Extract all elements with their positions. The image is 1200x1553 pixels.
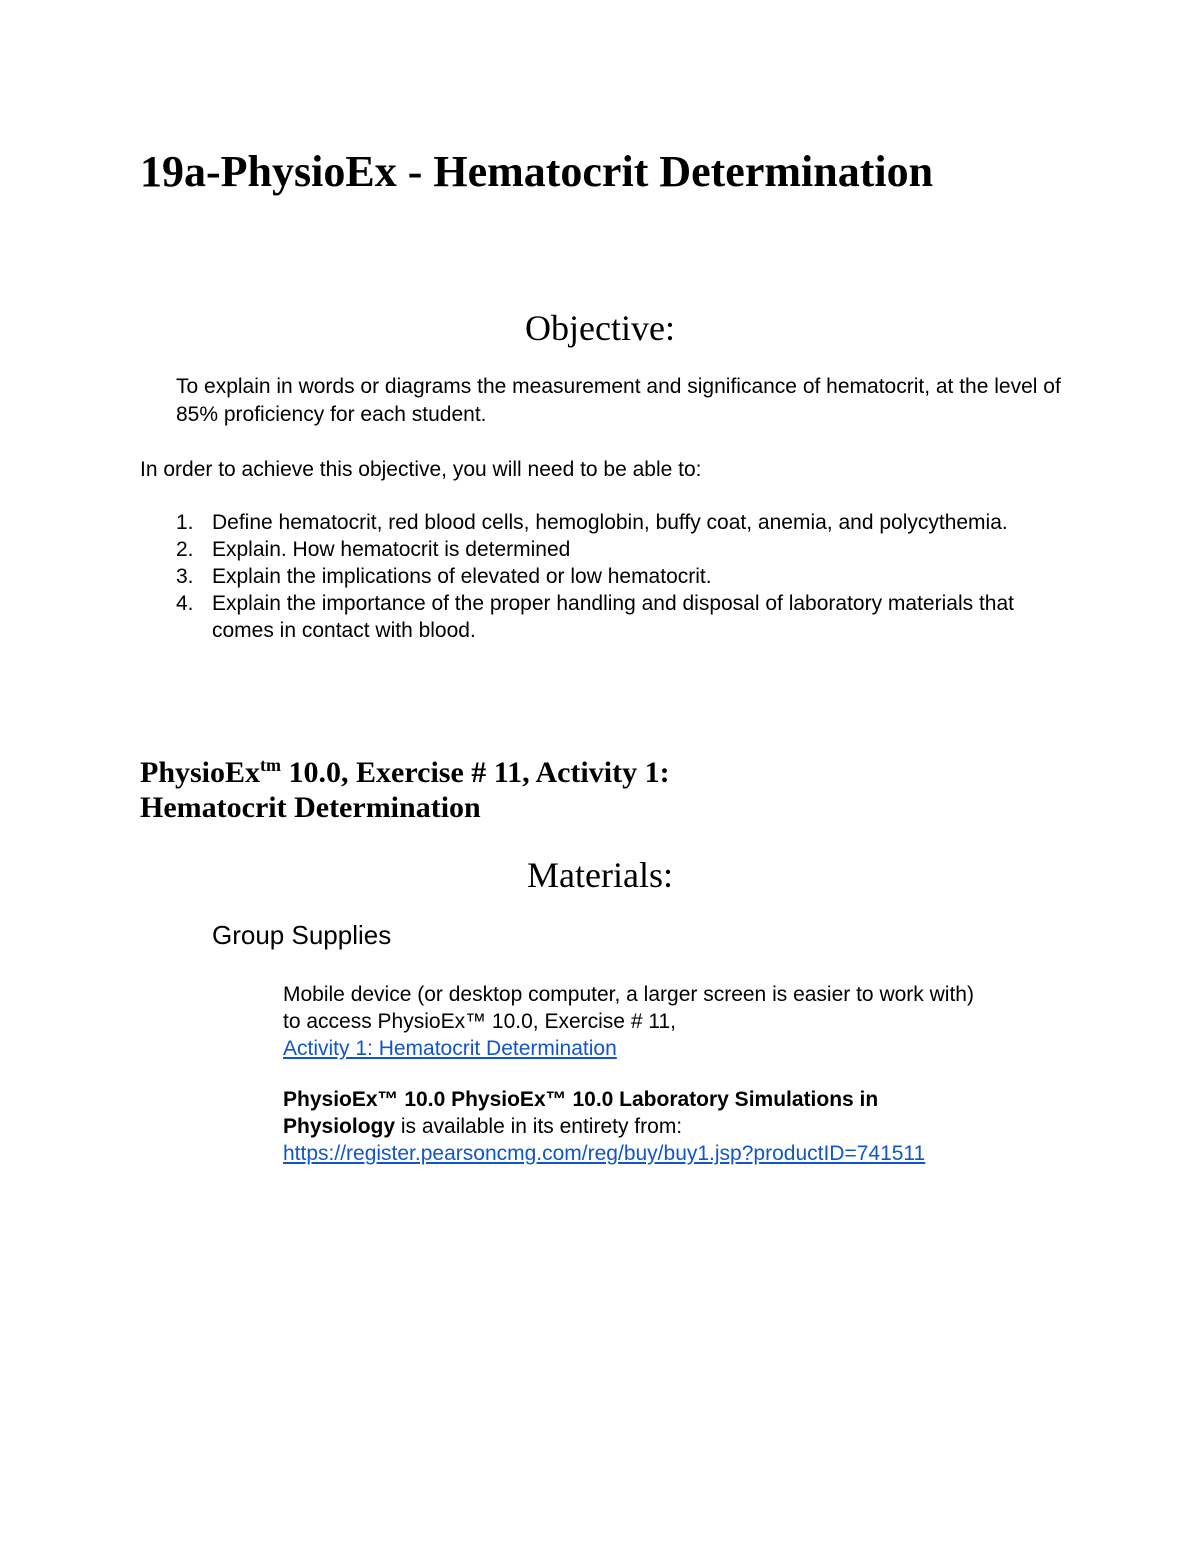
activity-heading-prefix: PhysioEx — [140, 756, 261, 789]
list-item-text: Define hematocrit, red blood cells, hemoglobin, buffy coat, anemia, and polycythemia. — [212, 511, 1008, 534]
list-item-text: Explain. How hematocrit is determined — [212, 538, 571, 561]
purchase-link[interactable]: https://register.pearsoncmg.com/reg/buy/buy1.jsp?productID=741511 — [283, 1142, 926, 1165]
objective-text: To explain in words or diagrams the measurement and significance of hematocrit, at the level of 85% proficiency for each student. — [176, 375, 1061, 426]
list-item-number: 3. — [176, 565, 194, 588]
supplies-line-1: Mobile device (or desktop computer, a larger screen is easier to work with) — [283, 983, 974, 1006]
list-item-text: Explain the importance of the proper handling and disposal of laboratory materials that comes in contact with blood. — [212, 592, 1014, 642]
activity-heading — [140, 755, 670, 825]
availability-bold-physiology: Physiology — [283, 1115, 396, 1138]
supplies-line-2: to access PhysioEx™ 10.0, Exercise # 11, — [283, 1010, 676, 1033]
availability-description — [283, 1086, 1103, 1167]
activity-heading-subtitle: Hematocrit Determination — [140, 791, 481, 824]
list-item-number: 4. — [176, 592, 194, 615]
list-item — [140, 563, 1040, 590]
list-item-number: 1. — [176, 511, 194, 534]
activity-heading-suffix: 10.0, Exercise # 11, Activity 1: — [281, 756, 670, 789]
trademark-mark: tm — [260, 755, 282, 775]
objective-heading: Objective: — [525, 308, 675, 348]
supplies-description — [283, 981, 1103, 1062]
objective-intro: In order to achieve this objective, you will need to be able to: — [140, 458, 702, 481]
list-item-text: Explain the implications of elevated or low hematocrit. — [212, 565, 712, 588]
availability-text: is available in its entirety from: — [395, 1115, 683, 1138]
group-supplies-heading: Group Supplies — [212, 920, 392, 950]
list-item — [140, 590, 1040, 644]
objective-list — [140, 509, 1040, 644]
availability-bold-line: PhysioEx™ 10.0 PhysioEx™ 10.0 Laboratory Simulations in — [283, 1088, 879, 1111]
list-item-number: 2. — [176, 538, 194, 561]
page-title: 19a-PhysioEx - Hematocrit Determination — [140, 147, 934, 196]
activity-link[interactable]: Activity 1: Hematocrit Determination — [283, 1037, 617, 1060]
list-item — [140, 509, 1040, 536]
materials-heading: Materials: — [527, 855, 673, 895]
list-item — [140, 536, 1040, 563]
